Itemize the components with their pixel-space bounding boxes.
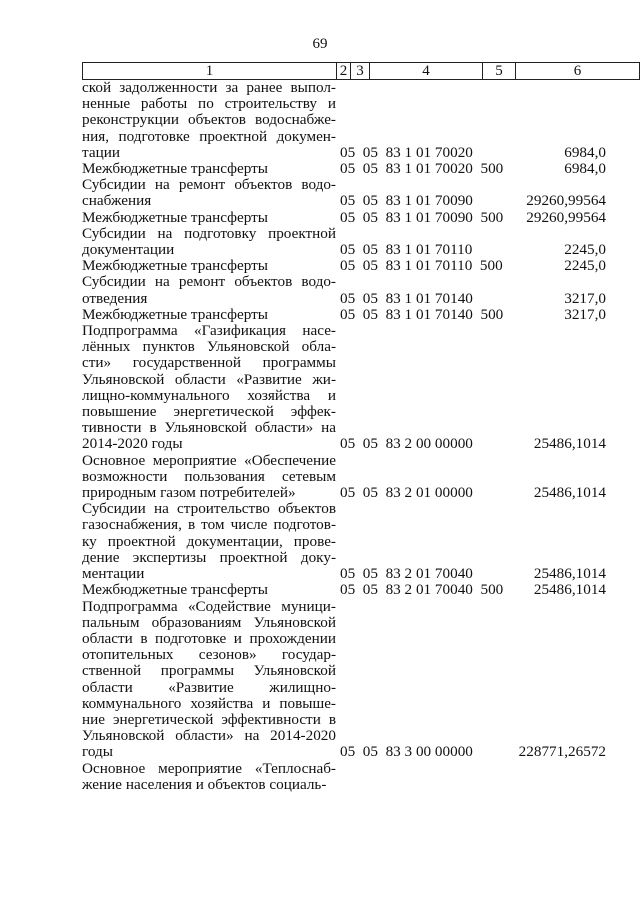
row-name-line: природным газом потребителей» [82, 484, 296, 502]
row-codes: 05 05 83 1 01 70110 500 [340, 257, 503, 275]
table-header [82, 62, 640, 80]
row-name-line: пальным образованиям Ульяновской [82, 613, 336, 631]
row-amount: 2245,0 [564, 257, 606, 275]
row-name-line: документации [82, 241, 175, 259]
row-name-line: реконструкции объектов водоснабже- [82, 111, 336, 129]
header-col-2: 2 [337, 63, 351, 80]
row-name-line: Субсидии на строительство объектов [82, 500, 336, 518]
row-name-line: Подпрограмма «Газификация насе- [82, 322, 336, 340]
row-codes: 05 05 83 1 01 70110 [340, 241, 473, 259]
row-name [82, 501, 336, 582]
table-row [0, 501, 640, 582]
row-name-line: тации [82, 143, 120, 161]
row-name-line: возможности пользования сетевым [82, 467, 336, 485]
row-name-line: ской задолженности за ранее выпол- [82, 79, 336, 96]
row-amount: 25486,1014 [533, 565, 606, 583]
row-amount: 25486,1014 [533, 581, 606, 599]
row-name-line: ние энергетической эффективности в [82, 710, 336, 728]
header-col-6: 6 [515, 63, 639, 80]
row-name-line: лённых пунктов Ульяновской обла- [82, 338, 336, 356]
row-amount: 29260,99564 [526, 192, 606, 210]
table-row [0, 161, 640, 177]
row-codes: 05 05 83 2 01 70040 [340, 565, 473, 583]
table-row [0, 582, 640, 598]
row-codes: 05 05 83 2 01 00000 [340, 484, 473, 502]
row-amount: 6984,0 [564, 160, 606, 178]
table-row [0, 453, 640, 502]
row-name-line: сти» государственной программы [82, 354, 336, 372]
row-name-line: ненные работы по строительству и [82, 95, 336, 113]
row-name-line: годы [82, 743, 113, 761]
row-name-line: коммунального хозяйства и повыше- [82, 694, 336, 712]
row-name-line: ментации [82, 565, 145, 583]
row-codes: 05 05 83 1 01 70020 [340, 143, 473, 161]
row-name-line: Субсидии на ремонт объектов водо- [82, 176, 336, 194]
row-name-line: дение экспертизы проектной доку- [82, 548, 336, 566]
row-name-line: ния, подготовке проектной докумен- [82, 127, 336, 145]
row-codes: 05 05 83 1 01 70140 500 [340, 305, 504, 323]
row-codes: 05 05 83 1 01 70090 [340, 192, 473, 210]
row-name [82, 599, 336, 761]
row-name-line: Основное мероприятие «Теплоснаб- [82, 759, 336, 777]
row-name-line: повышение энергетической эффек- [82, 403, 336, 421]
row-amount: 6984,0 [564, 143, 606, 161]
row-name [82, 274, 336, 306]
row-codes: 05 05 83 2 01 70040 500 [340, 581, 504, 599]
row-name-line: 2014-2020 годы [82, 435, 183, 453]
row-name-line: лищно-коммунального хозяйства и [82, 386, 336, 404]
row-name [82, 582, 336, 598]
row-name-line: Межбюджетные трансферты [82, 581, 268, 599]
row-codes: 05 05 83 2 00 00000 [340, 435, 473, 453]
row-name-line: Субсидии на ремонт объектов водо- [82, 273, 336, 291]
row-name-line: Межбюджетные трансферты [82, 257, 268, 275]
row-name-line: жение населения и объектов социаль- [82, 775, 327, 793]
row-name-line: отопительных сезонов» государ- [82, 646, 336, 664]
table-row [0, 599, 640, 761]
row-codes: 05 05 83 3 00 00000 [340, 743, 473, 761]
row-name-line: области в подготовке и прохождении [82, 629, 336, 647]
row-name [82, 226, 336, 258]
header-col-3: 3 [351, 63, 370, 80]
row-name-line: Ульяновской области «Развитие жи- [82, 370, 336, 388]
table-row [0, 307, 640, 323]
row-name [82, 161, 336, 177]
budget-rows [0, 80, 640, 793]
row-name-line: ственной программы Ульяновской [82, 662, 336, 680]
row-name-line: газоснабжения, в том числе подготов- [82, 516, 336, 534]
row-codes: 05 05 83 1 01 70090 500 [340, 208, 504, 226]
row-name-line: Подпрограмма «Содействие муници- [82, 597, 336, 615]
table-row [0, 210, 640, 226]
row-name [82, 258, 336, 274]
row-name-line: снабжения [82, 192, 152, 210]
table-row [0, 258, 640, 274]
table-row [0, 274, 640, 306]
row-amount: 3217,0 [564, 289, 606, 307]
row-amount: 25486,1014 [533, 435, 606, 453]
row-codes: 05 05 83 1 01 70020 500 [340, 160, 504, 178]
row-name-line: Межбюджетные трансферты [82, 160, 268, 178]
row-amount: 3217,0 [564, 305, 606, 323]
table-row [0, 226, 640, 258]
row-amount: 228771,26572 [518, 743, 606, 761]
table-row [0, 761, 640, 793]
row-name [82, 453, 336, 502]
row-amount: 25486,1014 [533, 484, 606, 502]
row-name-line: области «Развитие жилищно- [82, 678, 336, 696]
row-name-line: тивности в Ульяновской области» на [82, 419, 336, 437]
row-name-line: Межбюджетные трансферты [82, 208, 268, 226]
row-name-line: ку проектной документации, прове- [82, 532, 336, 550]
header-col-1: 1 [83, 63, 337, 80]
page-number: 69 [312, 36, 328, 52]
row-codes: 05 05 83 1 01 70140 [340, 289, 473, 307]
row-name [82, 323, 336, 453]
row-name [82, 177, 336, 209]
row-name [82, 80, 336, 161]
row-name-line: Ульяновской области» на 2014-2020 [82, 727, 336, 745]
row-amount: 29260,99564 [526, 208, 606, 226]
row-name-line: Основное мероприятие «Обеспечение [82, 451, 336, 469]
row-name [82, 307, 336, 323]
row-name-line: Межбюджетные трансферты [82, 305, 268, 323]
header-col-5: 5 [483, 63, 516, 80]
table-row [0, 80, 640, 161]
row-name [82, 761, 336, 793]
header-col-4: 4 [369, 63, 482, 80]
table-row [0, 323, 640, 453]
row-name-line: Субсидии на подготовку проектной [82, 224, 336, 242]
row-name [82, 210, 336, 226]
row-amount: 2245,0 [564, 241, 606, 259]
table-row [0, 177, 640, 209]
row-name-line: отведения [82, 289, 148, 307]
